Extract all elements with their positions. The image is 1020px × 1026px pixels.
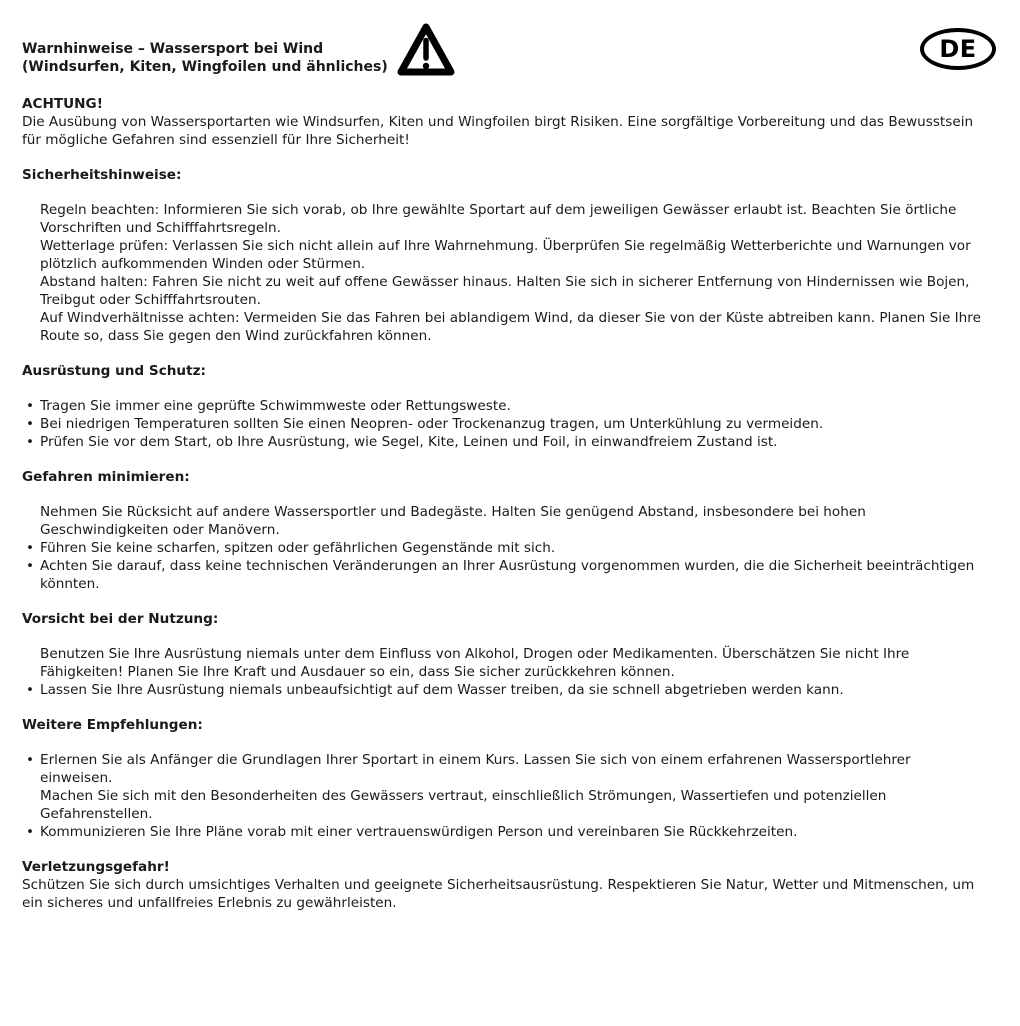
section-vorsicht-bei-der-nutzung (22, 610, 986, 699)
section-heading: Weitere Empfehlungen: (22, 717, 203, 733)
paragraph: Schützen Sie sich durch umsichtiges Verhalten und geeignete Sicherheitsausrüstung. Respektieren Sie Natur, Wetter und Mitmenschen, um ein sicheres und unfallfreies Erlebnis zu gewährleisten. (22, 877, 975, 911)
list-item: • Prüfen Sie vor dem Start, ob Ihre Ausrüstung, wie Segel, Kite, Leinen und Foil, in einwandfreiem Zustand ist. (40, 433, 986, 451)
language-badge-label: DE (939, 35, 977, 63)
list-item: Nehmen Sie Rücksicht auf andere Wassersportler und Badegäste. Halten Sie genügend Abstand, insbesondere bei hohen Geschwindigkeiten oder Manövern. (40, 504, 866, 538)
list-item: Regeln beachten: Informieren Sie sich vorab, ob Ihre gewählte Sportart auf dem jeweiligen Gewässer erlaubt ist. Beachten Sie örtliche Vorschriften und Schifffahrtsregeln. (40, 202, 957, 236)
list-item: • Bei niedrigen Temperaturen sollten Sie einen Neopren- oder Trockenanzug tragen, um Unterkühlung zu vermeiden. (40, 415, 986, 433)
section-heading: Ausrüstung und Schutz: (22, 363, 206, 379)
section-heading: Verletzungsgefahr! (22, 859, 170, 875)
list-item: • Tragen Sie immer eine geprüfte Schwimmweste oder Rettungsweste. (40, 397, 986, 415)
section-achtung (22, 95, 986, 149)
list-item: Auf Windverhältnisse achten: Vermeiden Sie das Fahren bei ablandigem Wind, da dieser Sie von der Küste abtreiben kann. Planen Sie Ihre Route so, dass Sie gegen den Wind zurückfahren können. (40, 310, 981, 344)
page-title (22, 40, 388, 76)
list-item: • Achten Sie darauf, dass keine technischen Veränderungen an Ihrer Ausrüstung vorgenommen wurden, die die Sicherheit beeinträchtigen könnten. (40, 557, 986, 593)
list-item: Wetterlage prüfen: Verlassen Sie sich nicht allein auf Ihre Wahrnehmung. Überprüfen Sie regelmäßig Wetterberichte und Warnungen vor plötzlich aufkommenden Winden oder Stürmen. (40, 238, 971, 272)
section-heading: Sicherheitshinweise: (22, 167, 182, 183)
title-line-1: Warnhinweise – Wassersport bei Wind (22, 41, 324, 57)
section-gefahren-minimieren (22, 468, 986, 593)
list-item: • Erlernen Sie als Anfänger die Grundlagen Ihrer Sportart in einem Kurs. Lassen Sie sich von einem erfahrenen Wassersportlehrer einweisen. (40, 751, 986, 787)
section-heading: ACHTUNG! (22, 96, 103, 112)
list-item: • Lassen Sie Ihre Ausrüstung niemals unbeaufsichtigt auf dem Wasser treiben, da sie schnell abgetrieben werden kann. (40, 681, 986, 699)
section-heading: Gefahren minimieren: (22, 469, 190, 485)
header (22, 35, 986, 78)
list-item: Abstand halten: Fahren Sie nicht zu weit auf offene Gewässer hinaus. Halten Sie sich in sicherer Entfernung von Hindernissen wie Bojen, Treibgut oder Schifffahrtsrouten. (40, 274, 970, 308)
section-verletzungsgefahr (22, 858, 986, 912)
title-line-2: (Windsurfen, Kiten, Wingfoilen und ähnliches) (22, 59, 388, 75)
section-heading: Vorsicht bei der Nutzung: (22, 611, 219, 627)
section-weitere-empfehlungen (22, 716, 986, 841)
list-item: Benutzen Sie Ihre Ausrüstung niemals unter dem Einfluss von Alkohol, Drogen oder Medikamenten. Überschätzen Sie nicht Ihre Fähigkeiten! Planen Sie Ihre Kraft und Ausdauer so ein, dass Sie sicher zurückkehren können. (40, 646, 910, 680)
paragraph: Die Ausübung von Wassersportarten wie Windsurfen, Kiten und Wingfoilen birgt Risiken. Eine sorgfältige Vorbereitung und das Bewusstsein für mögliche Gefahren sind essenziell für Ihre Sicherheit! (22, 114, 974, 148)
list-item: • Kommunizieren Sie Ihre Pläne vorab mit einer vertrauenswürdigen Person und vereinbaren Sie Rückkehrzeiten. (40, 823, 986, 841)
section-ausruestung-und-schutz (22, 362, 986, 451)
list-item: • Führen Sie keine scharfen, spitzen oder gefährlichen Gegenstände mit sich. (40, 539, 986, 557)
section-sicherheitshinweise (22, 166, 986, 345)
language-badge (920, 28, 996, 70)
warning-triangle-icon (396, 22, 456, 78)
list-item: Machen Sie sich mit den Besonderheiten des Gewässers vertraut, einschließlich Strömungen, Wassertiefen und potenziellen Gefahrenstellen. (40, 788, 887, 822)
